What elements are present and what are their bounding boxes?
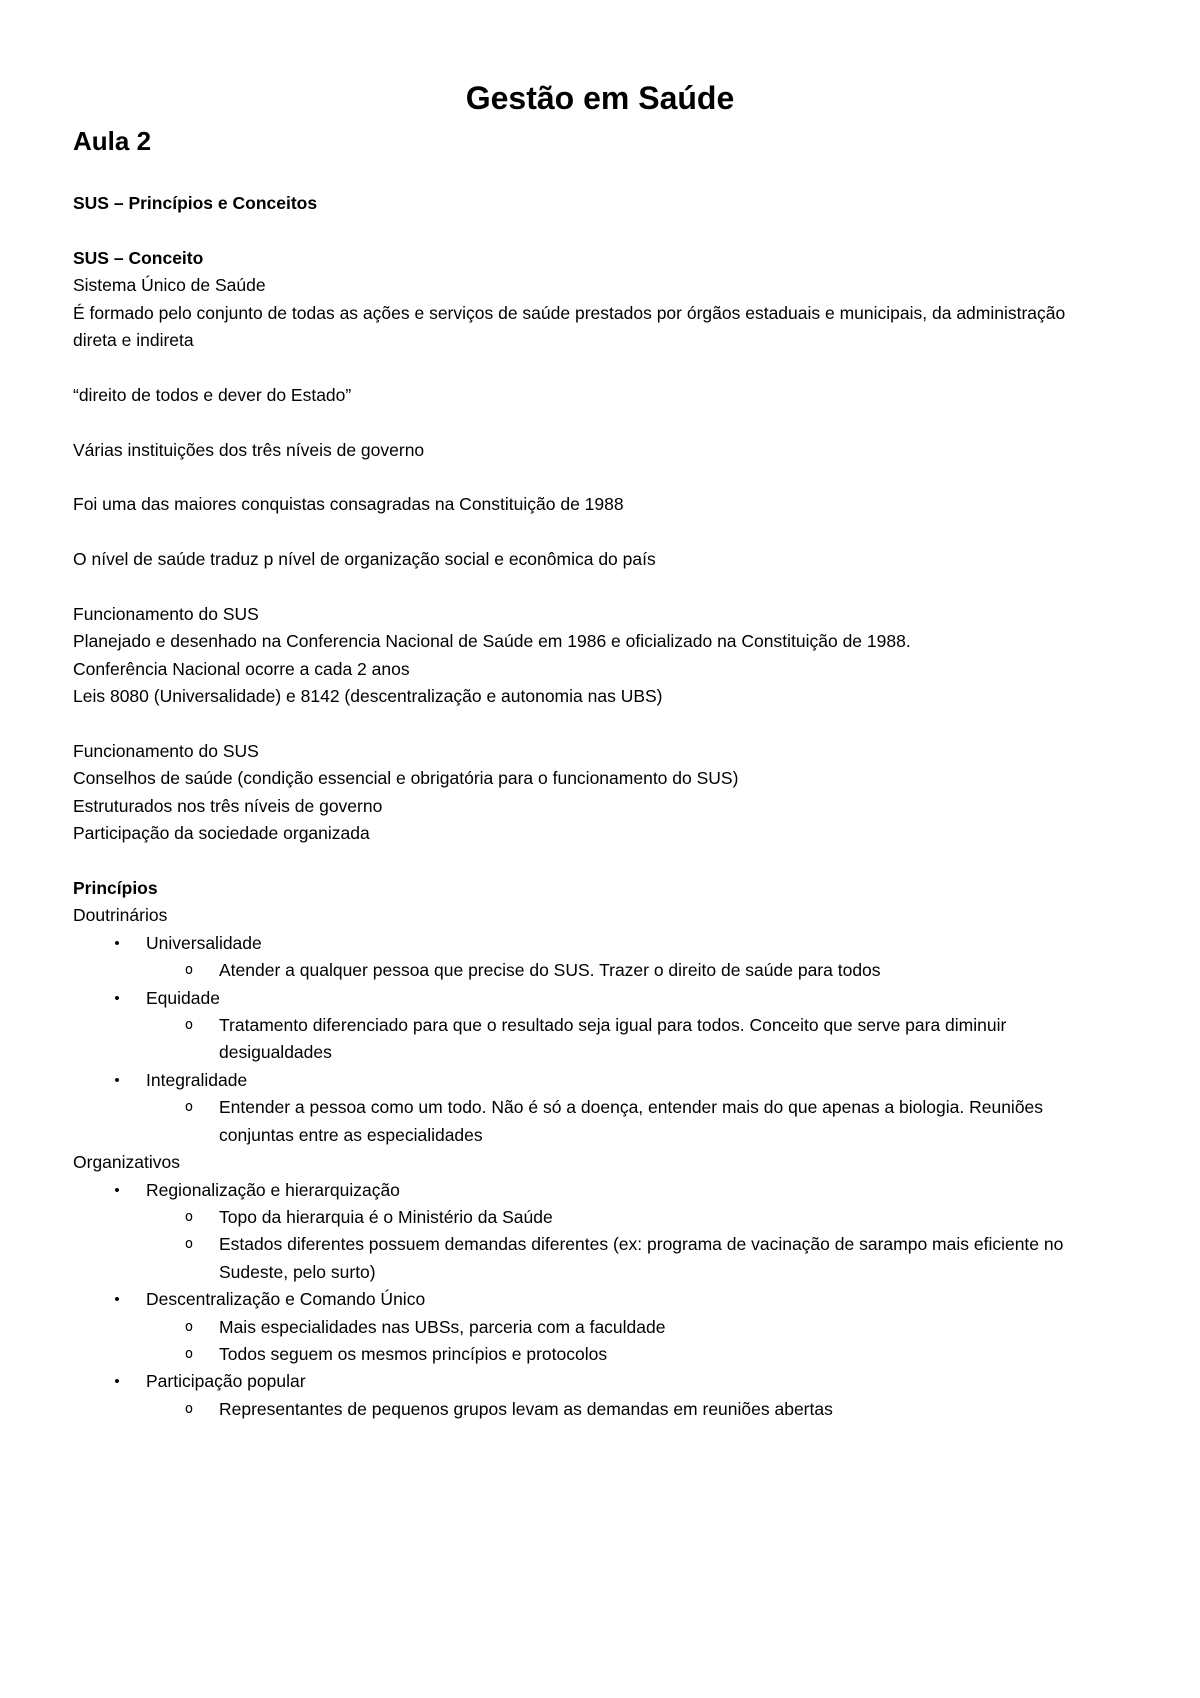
sub-marker: o xyxy=(184,1318,194,1335)
health-level-line: O nível de saúde traduz p nível de organização social e econômica do país xyxy=(73,549,656,570)
sub-list-item xyxy=(146,1314,1093,1341)
sub-item-text: Tratamento diferenciado para que o resultado seja igual para todos. Conceito que serve para diminuir desigualdades xyxy=(219,1015,1007,1063)
sub-marker: o xyxy=(184,1099,194,1116)
principle-name: Regionalização e hierarquização xyxy=(146,1179,400,1200)
sub-list-item xyxy=(146,1231,1093,1286)
functioning-heading: Funcionamento do SUS xyxy=(73,741,259,762)
sub-list-item xyxy=(146,1094,1093,1149)
sub-marker: o xyxy=(184,1208,194,1225)
organizational-label: Organizativos xyxy=(73,1152,180,1173)
sub-item-text: Representantes de pequenos grupos levam as demandas em reuniões abertas xyxy=(219,1398,833,1419)
list-item xyxy=(73,1368,1093,1423)
functioning-line: Estruturados nos três níveis de governo xyxy=(73,795,383,816)
sub-list-item xyxy=(146,1396,1093,1423)
bullet-marker: • xyxy=(114,989,120,1007)
sub-list-item xyxy=(146,957,1093,984)
document-body xyxy=(73,190,1093,1423)
sub-list xyxy=(146,1396,1093,1423)
sub-marker: o xyxy=(184,1345,194,1362)
functioning-line: Planejado e desenhado na Conferencia Nacional de Saúde em 1986 e oficializado na Constituição de 1988. xyxy=(73,631,911,652)
doctrinal-list xyxy=(73,930,1093,1149)
sub-item-text: Topo da hierarquia é o Ministério da Saúde xyxy=(219,1206,553,1227)
doctrinal-label: Doutrinários xyxy=(73,905,168,926)
principles-heading: Princípios xyxy=(73,878,158,899)
principle-name: Participação popular xyxy=(146,1371,306,1392)
sub-marker: o xyxy=(184,962,194,979)
functioning-line: Participação da sociedade organizada xyxy=(73,823,370,844)
sub-marker: o xyxy=(184,1017,194,1034)
functioning-line: Conferência Nacional ocorre a cada 2 anos xyxy=(73,658,410,679)
functioning-line: Leis 8080 (Universalidade) e 8142 (descentralização e autonomia nas UBS) xyxy=(73,686,663,707)
principle-name: Integralidade xyxy=(146,1069,248,1090)
intro-heading: SUS – Princípios e Conceitos xyxy=(73,193,318,213)
lesson-title: Aula 2 xyxy=(73,126,152,156)
sub-list xyxy=(146,1314,1093,1369)
sub-list xyxy=(146,957,1093,984)
quote-line: “direito de todos e dever do Estado” xyxy=(73,384,352,405)
list-item xyxy=(73,1067,1093,1149)
bullet-marker: • xyxy=(114,1291,120,1309)
sub-item-text: Todos seguem os mesmos princípios e protocolos xyxy=(219,1343,608,1364)
concept-line: Sistema Único de Saúde xyxy=(73,275,266,296)
sub-item-text: Atender a qualquer pessoa que precise do SUS. Trazer o direito de saúde para todos xyxy=(219,960,881,981)
sub-list-item xyxy=(146,1204,1093,1231)
sub-item-text: Estados diferentes possuem demandas diferentes (ex: programa de vacinação de sarampo mais eficiente no Sudeste, pelo surto) xyxy=(219,1234,1064,1282)
conquest-line: Foi uma das maiores conquistas consagradas na Constituição de 1988 xyxy=(73,494,624,515)
sub-item-text: Mais especialidades nas UBSs, parceria com a faculdade xyxy=(219,1316,666,1337)
functioning-line: Conselhos de saúde (condição essencial e obrigatória para o funcionamento do SUS) xyxy=(73,768,739,789)
concept-heading: SUS – Conceito xyxy=(73,247,204,268)
sub-list-item xyxy=(146,1012,1093,1067)
sub-marker: o xyxy=(184,1236,194,1253)
organizational-list xyxy=(73,1177,1093,1424)
principle-name: Equidade xyxy=(146,987,220,1008)
list-item xyxy=(73,985,1093,1067)
bullet-marker: • xyxy=(114,1071,120,1089)
functioning-heading: Funcionamento do SUS xyxy=(73,604,259,624)
sub-list-item xyxy=(146,1341,1093,1368)
list-item xyxy=(73,1177,1093,1287)
sub-marker: o xyxy=(184,1400,194,1417)
document-title: Gestão em Saúde xyxy=(465,80,735,116)
sub-item-text: Entender a pessoa como um todo. Não é só a doença, entender mais do que apenas a biologia. Reuniões conjuntas entre as especialidades xyxy=(219,1097,1044,1145)
bullet-marker: • xyxy=(114,1373,120,1391)
list-item xyxy=(73,1286,1093,1368)
institutions-line: Várias instituições dos três níveis de governo xyxy=(73,439,425,460)
sub-list xyxy=(146,1204,1093,1286)
principle-name: Descentralização e Comando Único xyxy=(146,1289,426,1310)
sub-list xyxy=(146,1012,1093,1067)
principle-name: Universalidade xyxy=(146,932,262,953)
sub-list xyxy=(146,1094,1093,1149)
concept-line: É formado pelo conjunto de todas as ações e serviços de saúde prestados por órgãos estaduais e municipais, da administração direta e indireta xyxy=(73,302,1066,351)
bullet-marker: • xyxy=(114,934,120,952)
list-item xyxy=(73,930,1093,985)
bullet-marker: • xyxy=(114,1181,120,1199)
